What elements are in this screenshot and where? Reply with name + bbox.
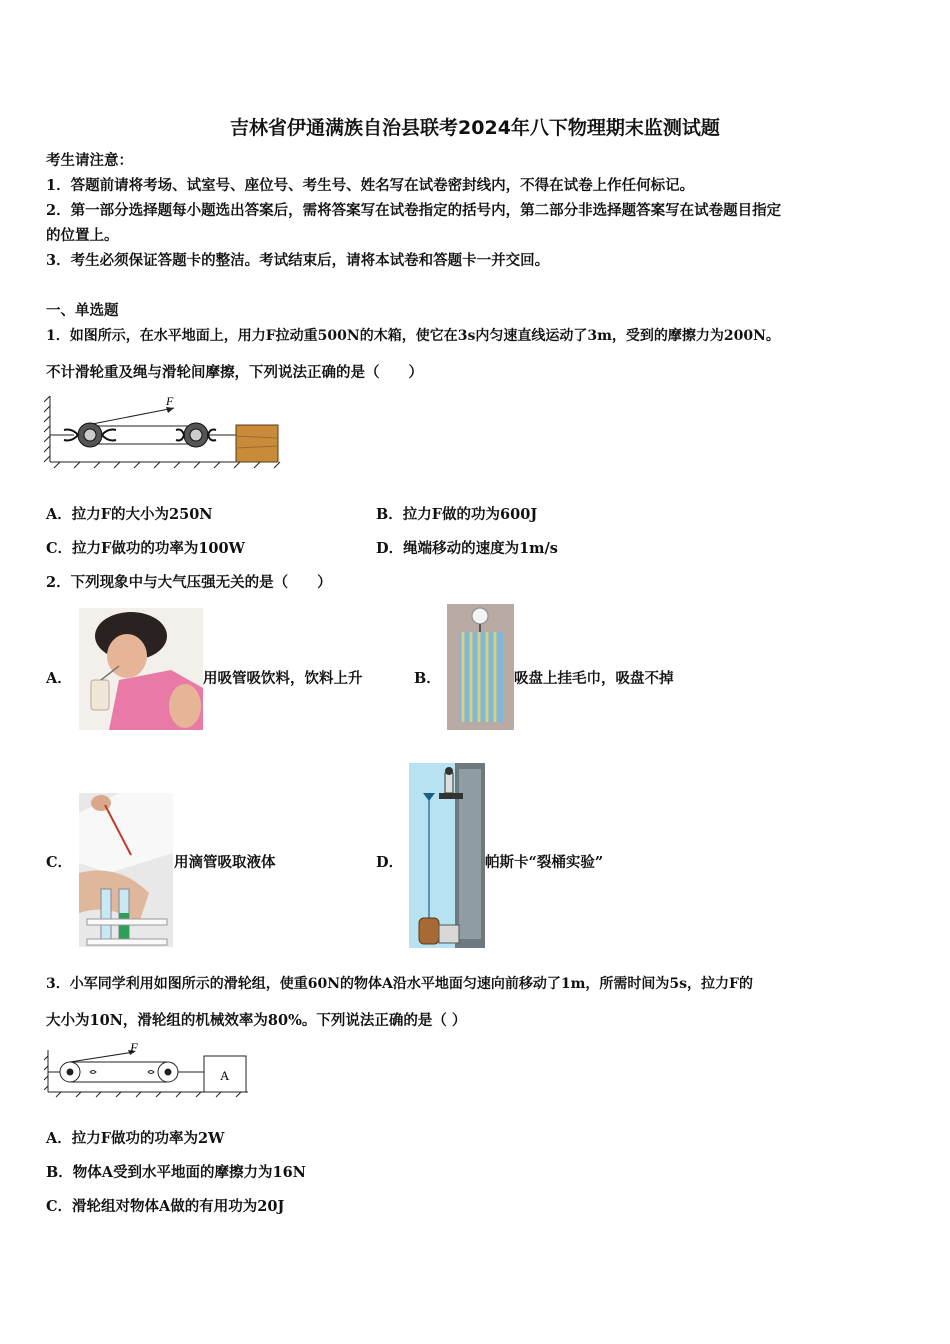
q3-stem-line2: 大小为10N，滑轮组的机械效率为80%。下列说法正确的是（ ） (46, 1012, 467, 1029)
q3-option-a[interactable]: A．拉力F做功的功率为2W (46, 1130, 225, 1147)
q3-force-label: F (130, 1040, 138, 1055)
section-heading: 一、单选题 (46, 302, 119, 319)
q3-object-label: A (220, 1068, 230, 1083)
suction-cup-towel-photo (447, 604, 514, 730)
force-label: F (166, 394, 174, 408)
ground-hatching (54, 462, 280, 468)
q2-option-d-text[interactable]: 帕斯卡“裂桶实验” (485, 854, 604, 871)
q2-option-c-text[interactable]: 用滴管吸取液体 (174, 854, 276, 871)
notice-heading: 考生请注意： (46, 152, 133, 169)
q2-option-d-letter[interactable]: D． (376, 854, 404, 871)
q2-option-c-letter[interactable]: C． (46, 854, 73, 871)
q2-stem: 2．下列现象中与大气压强无关的是（ ） (46, 574, 332, 591)
q1-option-d[interactable]: D．绳端移动的速度为1m/s (376, 540, 558, 557)
notice-item-2-cont: 的位置上。 (46, 227, 119, 244)
q1-option-b[interactable]: B．拉力F做的功为600J (376, 506, 538, 523)
q2-option-b-letter[interactable]: B． (414, 670, 441, 687)
wooden-box (236, 425, 278, 462)
q1-stem-line1: 1．如图所示，在水平地面上，用力F拉动重500N的木箱，使它在3s内匀速直线运动了3m，受到的摩擦力为200N。 (46, 328, 780, 344)
page-title: 吉林省伊通满族自治县联考2024年八下物理期末监测试题 (230, 117, 720, 139)
q2-option-b-text[interactable]: 吸盘上挂毛巾，吸盘不掉 (514, 670, 674, 687)
q2-option-a-letter[interactable]: A． (46, 670, 72, 687)
notice-item-3: 3．考生必须保证答题卡的整洁。考试结束后，请将本试卷和答题卡一并交回。 (46, 252, 550, 269)
q1-pulley-figure (44, 392, 284, 472)
q1-stem-line2: 不计滑轮重及绳与滑轮间摩擦，下列说法正确的是（ ） (46, 364, 423, 381)
straw-drinking-photo (79, 608, 203, 730)
q1-option-c[interactable]: C．拉力F做功的功率为100W (46, 540, 245, 557)
q3-stem-line1: 3．小军同学利用如图所示的滑轮组，使重60N的物体A沿水平地面匀速向前移动了1m，所需时间为5s，拉力F的 (46, 976, 753, 992)
notice-item-2: 2．第一部分选择题每小题选出答案后，需将答案写在试卷指定的括号内，第二部分非选择题答案写在试卷题目指定 (46, 202, 782, 219)
q1-option-a[interactable]: A．拉力F的大小为250N (46, 506, 213, 523)
dropper-photo (79, 793, 173, 947)
notice-item-1: 1．答题前请将考场、试室号、座位号、考生号、姓名写在试卷密封线内，不得在试卷上作任何标记。 (46, 177, 695, 194)
q3-option-b[interactable]: B．物体A受到水平地面的摩擦力为16N (46, 1164, 306, 1181)
q3-option-c[interactable]: C．滑轮组对物体A做的有用功为20J (46, 1198, 285, 1215)
pascal-barrel-photo (409, 763, 485, 948)
wall-hatching (44, 396, 50, 462)
q3-pulley-figure (44, 1040, 254, 1098)
q2-option-a-text[interactable]: 用吸管吸饮料，饮料上升 (203, 670, 363, 687)
